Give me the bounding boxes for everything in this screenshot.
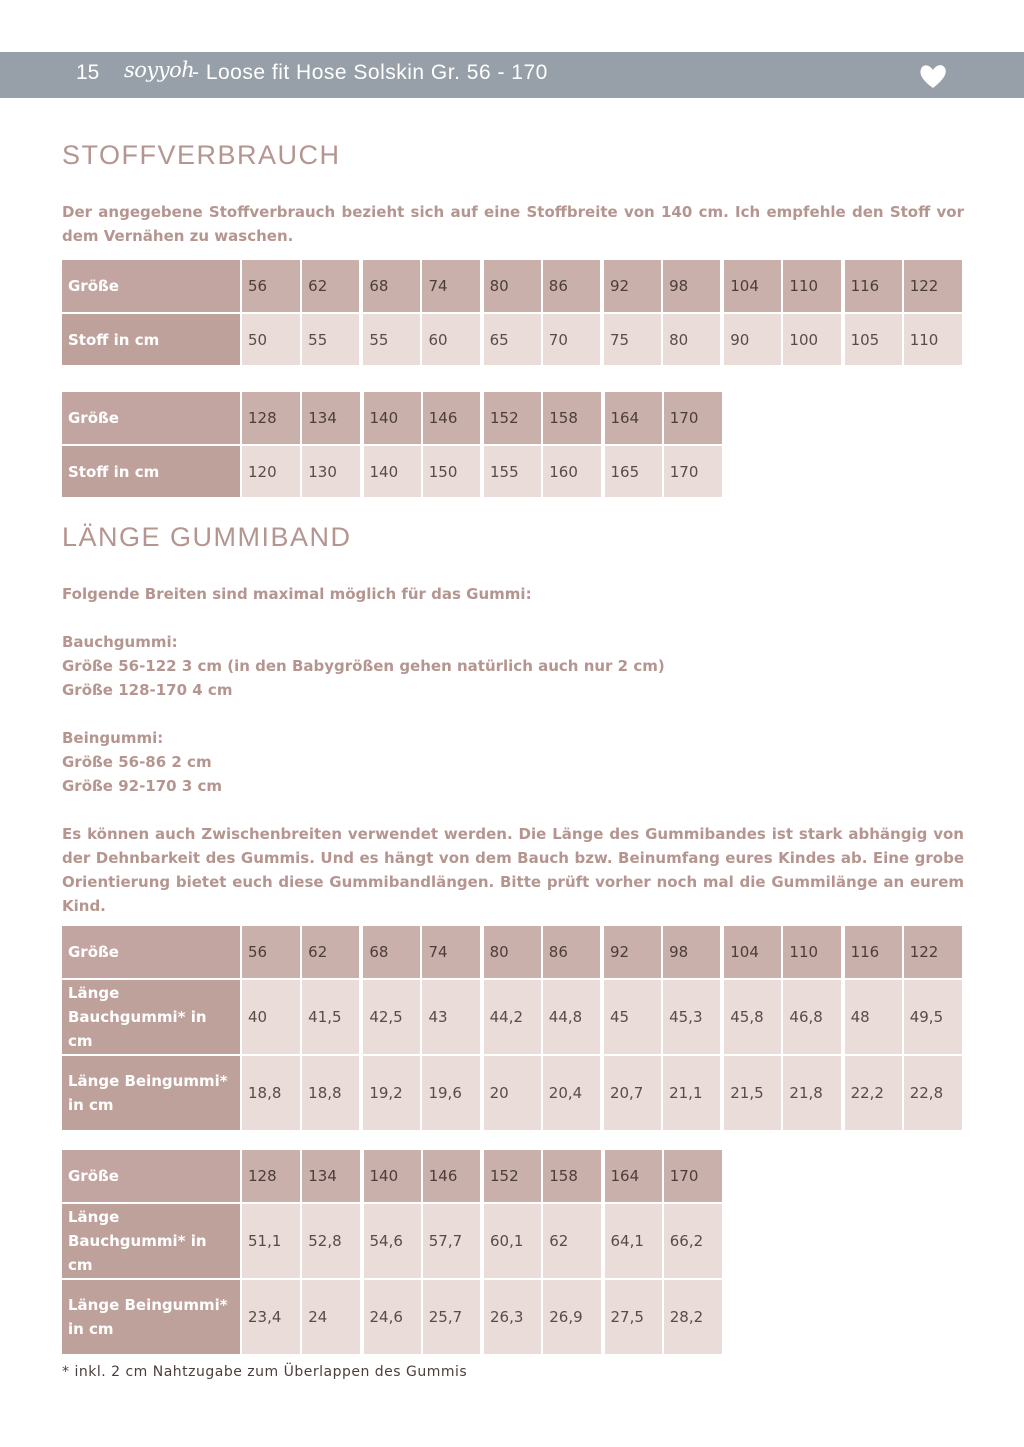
table-row [62, 979, 963, 1055]
table-cell: 116 [843, 926, 903, 979]
table-cell: 74 [421, 260, 481, 313]
table-cell: 21,8 [782, 1055, 842, 1131]
table-cell: 44,2 [482, 979, 542, 1055]
table-cell: 100 [782, 313, 842, 366]
table-cell: 134 [301, 1150, 361, 1203]
table-cell: 20,7 [602, 1055, 662, 1131]
table-cell: 56 [241, 260, 301, 313]
table-cell: 110 [782, 260, 842, 313]
table-cell: 55 [301, 313, 361, 366]
bauchgummi-line-1: Größe 56-122 3 cm (in den Babygrößen gehen natürlich auch nur 2 cm) [62, 657, 665, 675]
table-cell: 19,6 [421, 1055, 481, 1131]
table-cell: 22,2 [843, 1055, 903, 1131]
table-cell: 116 [843, 260, 903, 313]
table-cell: 164 [603, 1150, 663, 1203]
table-cell: 22,8 [903, 1055, 963, 1131]
table-row [62, 1055, 963, 1131]
stoff-table-1 [62, 260, 964, 367]
table-cell: 54,6 [362, 1203, 422, 1279]
table-row [62, 392, 723, 445]
table-cell: 140 [362, 445, 422, 498]
table-cell: 110 [903, 313, 963, 366]
table-cell: 41,5 [301, 979, 361, 1055]
table-cell: 42,5 [361, 979, 421, 1055]
bauchgummi-title: Bauchgummi: [62, 633, 178, 651]
table-cell: 150 [422, 445, 482, 498]
row-label: Größe [62, 926, 241, 979]
table-cell: 110 [782, 926, 842, 979]
table-cell: 86 [542, 260, 602, 313]
table-cell: 160 [542, 445, 602, 498]
table-cell: 140 [362, 1150, 422, 1203]
page-header [0, 52, 1024, 98]
page-number: 15 [76, 61, 100, 84]
gummi-intro: Folgende Breiten sind maximal möglich für das Gummi: [62, 585, 532, 603]
table-cell: 55 [361, 313, 421, 366]
table-row [62, 260, 963, 313]
table-cell: 24 [301, 1279, 361, 1355]
table-cell: 80 [482, 260, 542, 313]
table-cell: 134 [301, 392, 361, 445]
table-cell: 50 [241, 313, 301, 366]
table-cell: 46,8 [782, 979, 842, 1055]
table-cell: 27,5 [603, 1279, 663, 1355]
table-cell: 26,3 [482, 1279, 542, 1355]
table-cell: 24,6 [362, 1279, 422, 1355]
table-cell: 152 [482, 1150, 542, 1203]
table-cell: 105 [843, 313, 903, 366]
table-cell: 86 [542, 926, 602, 979]
table-cell: 158 [542, 392, 602, 445]
table-cell: 45,8 [722, 979, 782, 1055]
table-cell: 23,4 [241, 1279, 301, 1355]
table-cell: 90 [722, 313, 782, 366]
table-cell: 62 [301, 926, 361, 979]
table-cell: 74 [421, 926, 481, 979]
beingummi-line-1: Größe 56-86 2 cm [62, 753, 212, 771]
gummi-table-1 [62, 926, 964, 1132]
table-cell: 104 [722, 260, 782, 313]
bauchgummi-line-2: Größe 128-170 4 cm [62, 681, 233, 699]
table-cell: 56 [241, 926, 301, 979]
table-cell: 164 [603, 392, 663, 445]
table-cell: 18,8 [241, 1055, 301, 1131]
table-cell: 146 [422, 392, 482, 445]
beingummi-title: Beingummi: [62, 729, 164, 747]
table-cell: 45 [602, 979, 662, 1055]
table-cell: 120 [241, 445, 301, 498]
table-row [62, 313, 963, 366]
table-cell: 40 [241, 979, 301, 1055]
heart-icon [918, 62, 948, 90]
table-cell: 28,2 [663, 1279, 723, 1355]
table-cell: 20 [482, 1055, 542, 1131]
table-cell: 43 [421, 979, 481, 1055]
table-cell: 51,1 [241, 1203, 301, 1279]
table-cell: 170 [663, 392, 723, 445]
table-cell: 80 [662, 313, 722, 366]
table-cell: 18,8 [301, 1055, 361, 1131]
table-cell: 62 [301, 260, 361, 313]
table-cell: 25,7 [422, 1279, 482, 1355]
table-cell: 165 [603, 445, 663, 498]
section-heading-gummiband: LÄNGE GUMMIBAND [62, 522, 352, 552]
table-cell: 49,5 [903, 979, 963, 1055]
table-cell: 60,1 [482, 1203, 542, 1279]
row-label: Länge Beingummi* in cm [62, 1055, 241, 1131]
table-cell: 57,7 [422, 1203, 482, 1279]
row-label: Größe [62, 1150, 241, 1203]
table-cell: 140 [362, 392, 422, 445]
table-cell: 45,3 [662, 979, 722, 1055]
brand-logo: soyyoh [124, 58, 195, 82]
table-cell: 26,9 [542, 1279, 602, 1355]
table-row [62, 926, 963, 979]
table-cell: 52,8 [301, 1203, 361, 1279]
table-cell: 130 [301, 445, 361, 498]
table-cell: 92 [602, 926, 662, 979]
row-label: Größe [62, 260, 241, 313]
table-cell: 75 [602, 313, 662, 366]
table-cell: 92 [602, 260, 662, 313]
row-label: Stoff in cm [62, 313, 241, 366]
stoff-intro: Der angegebene Stoffverbrauch bezieht sich auf eine Stoffbreite von 140 cm. Ich empfehle den Stoff vor dem Vernähen zu waschen. [62, 203, 964, 245]
table-cell: 21,1 [662, 1055, 722, 1131]
table-cell: 80 [482, 926, 542, 979]
table-cell: 70 [542, 313, 602, 366]
table-row [62, 1203, 723, 1279]
table-cell: 68 [361, 260, 421, 313]
table-cell: 155 [482, 445, 542, 498]
table-cell: 64,1 [603, 1203, 663, 1279]
stoff-table-2 [62, 392, 724, 499]
row-label: Größe [62, 392, 241, 445]
table-cell: 98 [662, 260, 722, 313]
table-cell: 48 [843, 979, 903, 1055]
table-cell: 158 [542, 1150, 602, 1203]
table-row [62, 1279, 723, 1355]
table-cell: 122 [903, 260, 963, 313]
table-cell: 21,5 [722, 1055, 782, 1131]
row-label: Stoff in cm [62, 445, 241, 498]
table-cell: 68 [361, 926, 421, 979]
table-cell: 60 [421, 313, 481, 366]
table-cell: 122 [903, 926, 963, 979]
beingummi-line-2: Größe 92-170 3 cm [62, 777, 223, 795]
table-cell: 66,2 [663, 1203, 723, 1279]
table-cell: 62 [542, 1203, 602, 1279]
table-cell: 104 [722, 926, 782, 979]
table-cell: 170 [663, 445, 723, 498]
document-title: - Loose fit Hose Solskin Gr. 56 - 170 [192, 61, 548, 84]
table-cell: 44,8 [542, 979, 602, 1055]
table-cell: 128 [241, 392, 301, 445]
table-row [62, 445, 723, 498]
table-cell: 19,2 [361, 1055, 421, 1131]
table-cell: 65 [482, 313, 542, 366]
row-label: Länge Beingummi* in cm [62, 1279, 241, 1355]
footnote: * inkl. 2 cm Nahtzugabe zum Überlappen des Gummis [62, 1364, 468, 1380]
table-row [62, 1150, 723, 1203]
row-label: Länge Bauchgummi* in cm [62, 979, 241, 1055]
table-cell: 20,4 [542, 1055, 602, 1131]
gummi-table-2 [62, 1150, 724, 1356]
table-cell: 128 [241, 1150, 301, 1203]
gummi-note: Es können auch Zwischenbreiten verwendet werden. Die Länge des Gummibandes ist stark abhängig von der Dehnbarkeit des Gummis. Und es hängt von dem Bauch bzw. Beinumfang eures Kindes ab. Eine grobe Orientierung bietet euch diese Gummibandlängen. Bitte prüft vorher noch mal die Gummilänge an eurem Kind. [62, 825, 964, 915]
table-cell: 152 [482, 392, 542, 445]
row-label: Länge Bauchgummi* in cm [62, 1203, 241, 1279]
table-cell: 170 [663, 1150, 723, 1203]
table-cell: 146 [422, 1150, 482, 1203]
table-cell: 98 [662, 926, 722, 979]
section-heading-stoffverbrauch: STOFFVERBRAUCH [62, 140, 341, 170]
